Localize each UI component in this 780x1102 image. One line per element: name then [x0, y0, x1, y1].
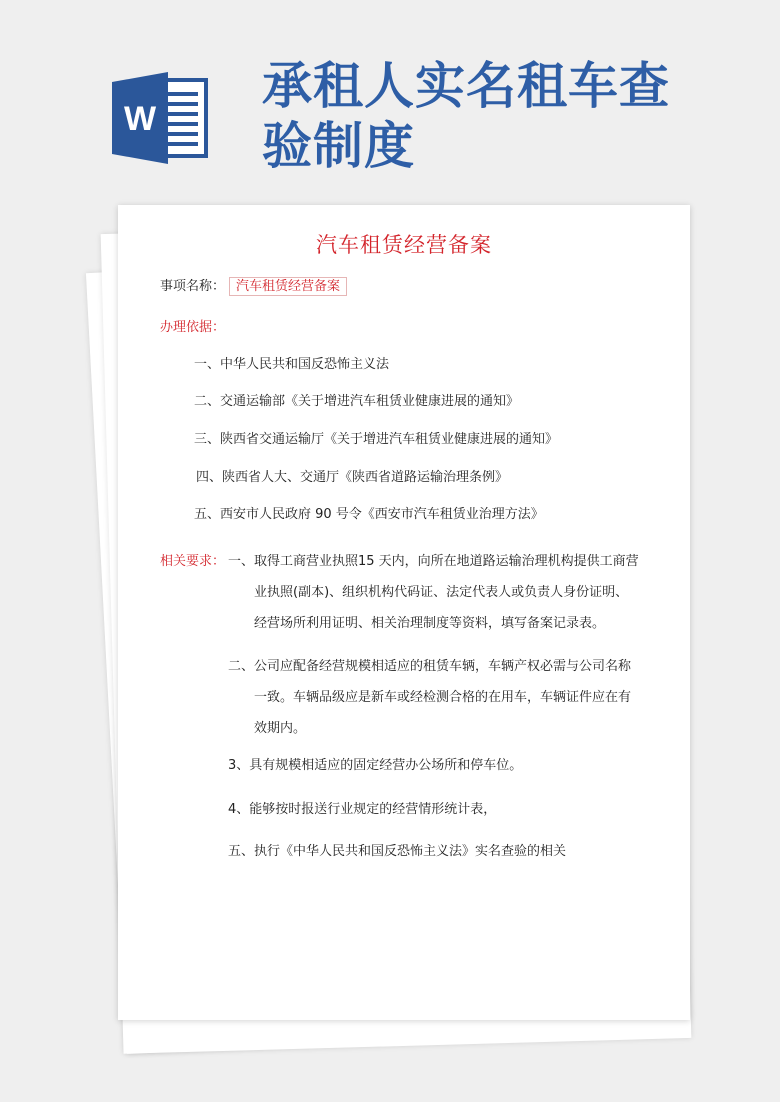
- requirement-2-line-1: 二、公司应配备经营规模相适应的租赁车辆，车辆产权必需与公司名称: [228, 659, 632, 674]
- basis-item-3: 三、陕西省交通运输厅《关于增进汽车租赁业健康进展的通知》: [194, 432, 559, 447]
- requirement-4: 4、能够按时报送行业规定的经营情形统计表，: [228, 802, 497, 817]
- item-name-label: 事项名称：: [160, 279, 226, 294]
- requirement-1-line-2: 业执照(副本)、组织机构代码证、法定代表人或负责人身份证明、: [254, 585, 629, 600]
- requirement-3: 3、具有规模相适应的固定经营办公场所和停车位。: [228, 758, 523, 773]
- item-name-row: [160, 275, 347, 294]
- requirement-5: 五、执行《中华人民共和国反恐怖主义法》实名查验的相关: [228, 844, 567, 859]
- basis-item-4: 四、陕西省人大、交通厅《陕西省道路运输治理条例》: [196, 470, 509, 485]
- requirement-1-line-1: 一、取得工商营业执照15 天内，向所在地道路运输治理机构提供工商营: [228, 554, 639, 569]
- item-name-value: 汽车租赁经营备案: [229, 277, 347, 296]
- requirements-label: 相关要求：: [160, 554, 226, 569]
- requirement-1-line-3: 经营场所利用证明、相关治理制度等资料，填写备案记录表。: [254, 616, 606, 631]
- page-title-line-2: 验制度: [262, 116, 415, 175]
- document-title: 汽车租赁经营备案: [316, 233, 492, 257]
- basis-item-2: 二、交通运输部《关于增进汽车租赁业健康进展的通知》: [194, 394, 520, 409]
- word-doc-icon: [112, 72, 210, 164]
- page-title-line-1: 承租人实名租车查: [262, 56, 670, 115]
- word-letter: W: [123, 100, 157, 138]
- page-title: [262, 56, 762, 176]
- document-page: [118, 205, 690, 1020]
- basis-item-1: 一、中华人民共和国反恐怖主义法: [194, 357, 390, 372]
- basis-label: 办理依据：: [160, 320, 226, 335]
- requirement-2-line-2: 一致。车辆品级应是新车或经检测合格的在用车，车辆证件应在有: [254, 690, 632, 705]
- basis-item-5: 五、西安市人民政府 90 号令《西安市汽车租赁业治理方法》: [194, 507, 544, 522]
- requirement-2-line-3: 效期内。: [254, 721, 307, 736]
